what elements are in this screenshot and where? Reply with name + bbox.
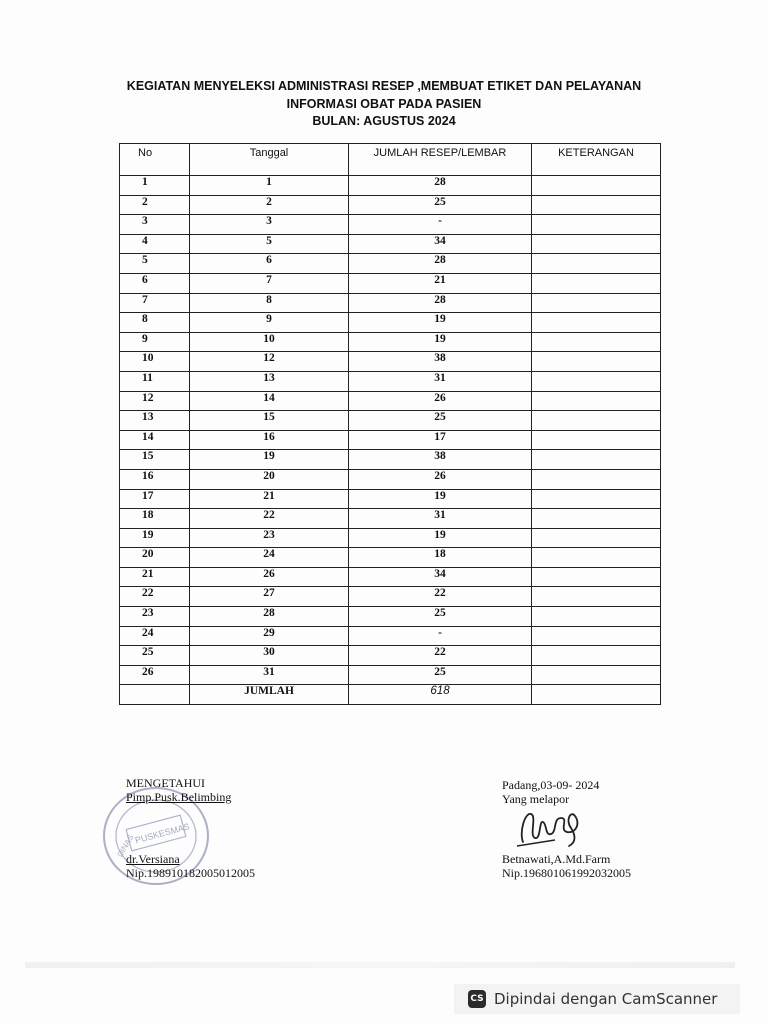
row-no: 1 (120, 176, 190, 196)
row-jumlah: - (349, 626, 532, 646)
row-tanggal: 30 (190, 646, 349, 666)
row-no: 24 (120, 626, 190, 646)
row-jumlah: 28 (349, 176, 532, 196)
row-no: 7 (120, 293, 190, 313)
table-row (120, 509, 661, 529)
row-tanggal: 14 (190, 391, 349, 411)
row-tanggal: 12 (190, 352, 349, 372)
row-tanggal: 20 (190, 469, 349, 489)
row-no: 19 (120, 528, 190, 548)
table-row (120, 567, 661, 587)
scan-edge-shadow (25, 962, 735, 968)
row-jumlah: 22 (349, 587, 532, 607)
table-row (120, 352, 661, 372)
table-row (120, 411, 661, 431)
row-keterangan (532, 234, 661, 254)
title-line-3: BULAN: AGUSTUS 2024 (312, 114, 456, 128)
row-no: 9 (120, 332, 190, 352)
left-signer-nip: Nip.198910182005012005 (126, 866, 255, 880)
row-tanggal: 28 (190, 607, 349, 627)
row-no: 26 (120, 665, 190, 685)
row-tanggal: 3 (190, 215, 349, 235)
row-jumlah: 34 (349, 234, 532, 254)
row-keterangan (532, 391, 661, 411)
row-keterangan (532, 371, 661, 391)
row-keterangan (532, 176, 661, 196)
title-line-2: INFORMASI OBAT PADA PASIEN (286, 96, 482, 111)
row-jumlah: 21 (349, 273, 532, 293)
table-row (120, 176, 661, 196)
row-keterangan (532, 469, 661, 489)
row-keterangan (532, 332, 661, 352)
row-keterangan (532, 411, 661, 431)
row-no: 21 (120, 567, 190, 587)
row-tanggal: 8 (190, 293, 349, 313)
row-tanggal: 13 (190, 371, 349, 391)
row-keterangan (532, 665, 661, 685)
table-row (120, 313, 661, 333)
row-tanggal: 16 (190, 430, 349, 450)
row-tanggal: 24 (190, 548, 349, 568)
header-keterangan: KETERANGAN (532, 144, 661, 176)
table-row (120, 646, 661, 666)
camscanner-watermark (454, 984, 740, 1014)
title-line-1: KEGIATAN MENYELEKSI ADMINISTRASI RESEP ,MEMBUAT ETIKET DAN PELAYANAN (126, 79, 642, 93)
row-no: 16 (120, 469, 190, 489)
table-row (120, 489, 661, 509)
row-tanggal: 10 (190, 332, 349, 352)
right-signer-nip: Nip.196801061992032005 (502, 866, 631, 880)
row-tanggal: 31 (190, 665, 349, 685)
row-keterangan (532, 646, 661, 666)
table-row (120, 195, 661, 215)
row-keterangan (532, 489, 661, 509)
row-no: 23 (120, 607, 190, 627)
row-tanggal: 29 (190, 626, 349, 646)
row-no: 14 (120, 430, 190, 450)
camscanner-text: Dipindai dengan CamScanner (494, 990, 718, 1008)
row-no: 18 (120, 509, 190, 529)
row-no: 25 (120, 646, 190, 666)
row-no: 8 (120, 313, 190, 333)
row-keterangan (532, 215, 661, 235)
row-tanggal: 5 (190, 234, 349, 254)
left-known-label: MENGETAHUI (126, 776, 206, 790)
svg-text:PUSKESMAS: PUSKESMAS (133, 821, 191, 846)
row-no: 11 (120, 371, 190, 391)
row-keterangan (532, 528, 661, 548)
row-keterangan (532, 607, 661, 627)
right-date-place: Padang,03-09- 2024 (502, 778, 600, 792)
row-no: 20 (120, 548, 190, 568)
row-jumlah: 19 (349, 528, 532, 548)
table-row (120, 528, 661, 548)
row-no: 17 (120, 489, 190, 509)
row-keterangan (532, 254, 661, 274)
row-no: 4 (120, 234, 190, 254)
table-row (120, 626, 661, 646)
row-no: 6 (120, 273, 190, 293)
table-row (120, 548, 661, 568)
row-jumlah: 28 (349, 254, 532, 274)
row-jumlah: 26 (349, 469, 532, 489)
right-reporter-label: Yang melapor (502, 792, 570, 806)
table-row (120, 450, 661, 470)
row-jumlah: - (349, 215, 532, 235)
row-no: 3 (120, 215, 190, 235)
row-no: 5 (120, 254, 190, 274)
row-tanggal: 19 (190, 450, 349, 470)
document-title (100, 78, 668, 131)
row-tanggal: 21 (190, 489, 349, 509)
row-tanggal: 23 (190, 528, 349, 548)
row-keterangan (532, 430, 661, 450)
left-position: Pimp.Pusk.Belimbing (126, 790, 232, 804)
right-signer-name: Betnawati,A.Md.Farm (502, 852, 611, 866)
header-no: No (120, 144, 190, 176)
signature-block-left (126, 776, 255, 880)
table-body (120, 176, 661, 685)
row-jumlah: 19 (349, 313, 532, 333)
row-tanggal: 9 (190, 313, 349, 333)
row-tanggal: 2 (190, 195, 349, 215)
handwritten-signature (515, 802, 587, 852)
row-jumlah: 18 (349, 548, 532, 568)
table-row (120, 215, 661, 235)
row-jumlah: 34 (349, 567, 532, 587)
row-jumlah: 25 (349, 195, 532, 215)
row-jumlah: 19 (349, 332, 532, 352)
row-keterangan (532, 293, 661, 313)
total-keterangan-cell (532, 685, 661, 705)
row-jumlah: 25 (349, 607, 532, 627)
row-jumlah: 25 (349, 411, 532, 431)
row-jumlah: 19 (349, 489, 532, 509)
row-keterangan (532, 548, 661, 568)
total-label: JUMLAH (190, 685, 349, 705)
row-no: 22 (120, 587, 190, 607)
prescription-table (119, 143, 661, 705)
table-row (120, 234, 661, 254)
table-header-row (120, 144, 661, 176)
left-signer-name: dr.Versiana (126, 852, 180, 866)
header-tanggal: Tanggal (190, 144, 349, 176)
table-row (120, 430, 661, 450)
row-jumlah: 38 (349, 450, 532, 470)
row-tanggal: 15 (190, 411, 349, 431)
row-no: 13 (120, 411, 190, 431)
row-keterangan (532, 509, 661, 529)
row-jumlah: 26 (349, 391, 532, 411)
row-tanggal: 7 (190, 273, 349, 293)
table-row (120, 469, 661, 489)
row-tanggal: 22 (190, 509, 349, 529)
row-jumlah: 28 (349, 293, 532, 313)
camscanner-icon: CS (468, 990, 486, 1008)
row-no: 15 (120, 450, 190, 470)
row-tanggal: 6 (190, 254, 349, 274)
row-no: 2 (120, 195, 190, 215)
row-tanggal: 1 (190, 176, 349, 196)
table-row (120, 587, 661, 607)
row-keterangan (532, 352, 661, 372)
row-jumlah: 17 (349, 430, 532, 450)
table-row (120, 273, 661, 293)
total-no-cell (120, 685, 190, 705)
table-row (120, 371, 661, 391)
row-jumlah: 31 (349, 371, 532, 391)
row-jumlah: 38 (349, 352, 532, 372)
row-jumlah: 25 (349, 665, 532, 685)
row-jumlah: 22 (349, 646, 532, 666)
table-total-row (120, 685, 661, 705)
table-row (120, 254, 661, 274)
svg-text:DINAS: DINAS (115, 832, 136, 859)
table-row (120, 607, 661, 627)
table-row (120, 391, 661, 411)
row-keterangan (532, 273, 661, 293)
row-no: 10 (120, 352, 190, 372)
row-keterangan (532, 626, 661, 646)
table-row (120, 665, 661, 685)
row-keterangan (532, 195, 661, 215)
row-keterangan (532, 587, 661, 607)
row-tanggal: 26 (190, 567, 349, 587)
row-no: 12 (120, 391, 190, 411)
row-tanggal: 27 (190, 587, 349, 607)
table-row (120, 293, 661, 313)
row-keterangan (532, 450, 661, 470)
total-value: 618 (349, 685, 532, 705)
table-row (120, 332, 661, 352)
row-jumlah: 31 (349, 509, 532, 529)
row-keterangan (532, 313, 661, 333)
row-keterangan (532, 567, 661, 587)
header-jumlah: JUMLAH RESEP/LEMBAR (349, 144, 532, 176)
